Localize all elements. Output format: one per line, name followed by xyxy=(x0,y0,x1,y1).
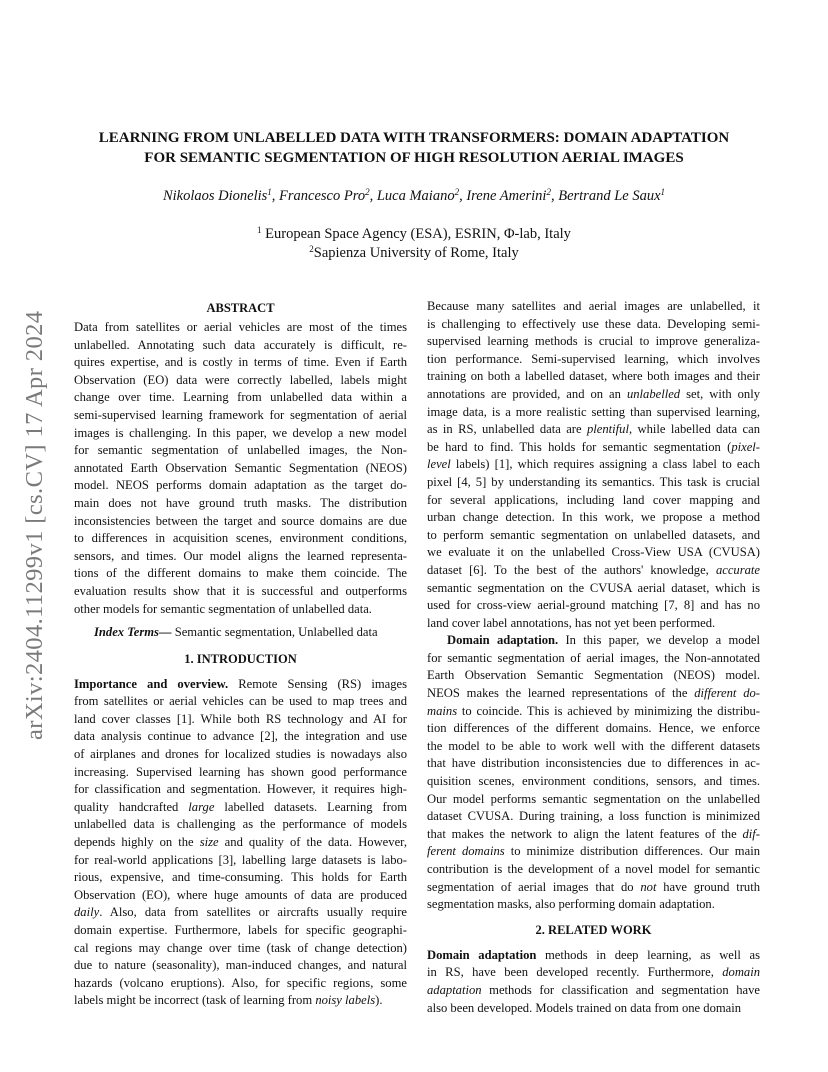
affiliation-marker: 1 xyxy=(267,187,272,197)
text-line xyxy=(427,791,760,809)
text-line xyxy=(74,676,407,694)
text-line: semi-supervised learning framework for segmentation of aerial xyxy=(74,407,407,422)
affiliation-marker: 1 xyxy=(257,225,262,235)
text-line xyxy=(427,650,760,668)
text-line xyxy=(74,992,407,1010)
text-run: . Also, data from satellites or aircrafts usually require xyxy=(99,905,407,920)
text-run: annotations are provided, and on an xyxy=(427,386,627,401)
text-line: inconsistencies between the target and source domains are due xyxy=(74,513,407,528)
index-terms xyxy=(74,624,407,642)
text-line: main does not have ground truth masks. The distribution xyxy=(74,495,407,510)
text-line xyxy=(427,879,760,897)
text-line: Data from satellites or aerial vehicles are most of the times xyxy=(74,320,407,334)
text-line xyxy=(74,746,407,764)
text-run: daily xyxy=(74,905,100,920)
text-line: change over time. Learning from unlabelled data within a xyxy=(74,390,407,405)
text-line xyxy=(427,544,760,562)
text-run: for classification and segmentation. However, it requires high- xyxy=(74,782,407,797)
text-run: mains xyxy=(427,703,458,718)
text-line xyxy=(427,615,760,633)
text-run: NEOS makes the learned representations of the xyxy=(427,686,695,701)
text-run: methods in deep learning, as well as xyxy=(536,947,760,962)
text-run: as in RS, unlabelled data are xyxy=(427,422,587,437)
text-run: Remote Sensing (RS) images xyxy=(228,676,407,691)
text-run: dif- xyxy=(742,826,760,841)
affiliation-line xyxy=(60,244,768,263)
text-run: rious, expensive, and time-consuming. This holds for Earth xyxy=(74,870,407,885)
text-run: level xyxy=(427,457,451,472)
text-run: size xyxy=(199,835,219,850)
text-run: for semantic segmentation of aerial images, the Non-annotated xyxy=(427,650,760,665)
text-run: urban change detection. In this work, we propose a method xyxy=(427,510,760,525)
text-line xyxy=(427,527,760,545)
text-run: that have distribution inconsistencies due to differences in ac- xyxy=(427,756,760,771)
text-line xyxy=(427,964,760,982)
text-run: for several applications, including land cover mapping and xyxy=(427,492,760,507)
text-line: other models for semantic segmentation of unlabelled data. xyxy=(74,601,372,616)
text-line xyxy=(427,386,760,404)
affiliation-marker: 2 xyxy=(309,244,314,254)
text-run: adaptation xyxy=(427,982,482,997)
text-line xyxy=(74,975,407,993)
author-name: Irene Amerini xyxy=(466,188,547,204)
related-work-body xyxy=(427,947,760,1017)
text-line xyxy=(74,834,407,852)
text-line xyxy=(427,562,760,580)
text-run: different do- xyxy=(694,686,760,701)
author-name: Francesco Pro xyxy=(279,188,366,204)
related-work-heading: 2. RELATED WORK xyxy=(535,922,652,937)
text-run: pixel- xyxy=(731,439,760,454)
text-line: Observation (EO) data were correctly labelled, labels might xyxy=(74,372,407,387)
text-run: that makes the network to align the latent features of the xyxy=(427,826,743,841)
text-run: cal regions may change over time (task of change detection) xyxy=(74,940,407,955)
text-run: used for cross-view aerial-ground matching [7, 8] and has no xyxy=(427,598,760,613)
text-line: unlabelled. Annotating such data accurately is difficult, re- xyxy=(74,337,407,352)
text-line xyxy=(427,703,760,721)
text-line xyxy=(74,816,407,834)
text-line xyxy=(74,781,407,799)
right-column xyxy=(427,298,760,1017)
affiliation-marker: 1 xyxy=(660,187,666,197)
introduction-body xyxy=(74,676,407,1010)
text-line: annotated Earth Observation Semantic Segmentation (NEOS) xyxy=(74,460,407,475)
text-line: evaluation results show that it is successful and outperforms xyxy=(74,583,407,598)
author-separator: , xyxy=(271,188,280,204)
text-line xyxy=(427,808,760,826)
text-run: Our model performs semantic segmentation on the unlabelled xyxy=(427,791,760,806)
text-run: unlabelled data is challenging as the performance of models xyxy=(74,817,407,832)
left-column xyxy=(74,298,407,1010)
text-run: domain xyxy=(722,965,760,980)
text-run: noisy labels xyxy=(315,993,376,1008)
text-line xyxy=(427,509,760,527)
affiliation-text: European Space Agency (ESA), ESRIN, Φ-lab, Italy xyxy=(261,226,571,242)
arxiv-identifier: arXiv:2404.11299v1 [cs.CV] 17 Apr 2024 xyxy=(21,310,48,740)
text-run: , while labelled data can xyxy=(628,422,760,437)
text-run: in RS, have been developed recently. Furthermore, xyxy=(427,965,723,980)
title-line: LEARNING FROM UNLABELLED DATA WITH TRANSFORMERS: DOMAIN ADAPTATION xyxy=(98,130,730,146)
text-line: tions of the different domains to make them coincide. The xyxy=(74,566,407,581)
text-line xyxy=(427,896,760,914)
text-line: sensors, and times. Our model aligns the learned representa- xyxy=(74,548,407,563)
text-line xyxy=(74,711,407,729)
text-run: to minimize distribution differences. Our main xyxy=(504,844,760,859)
text-run: ). xyxy=(375,993,383,1008)
text-line xyxy=(74,940,407,958)
text-run: due to nature (seasonality), man-induced changes, and natural xyxy=(74,958,407,973)
text-run: Importance and overview. xyxy=(74,676,229,691)
index-terms-label: Index Terms— xyxy=(94,625,172,640)
text-line xyxy=(427,421,760,439)
text-run: semantic segmentation on the CVUSA aerial dataset, which is xyxy=(427,580,760,595)
text-line xyxy=(74,922,407,940)
text-run: tion performance. Semi-supervised learning, which involves xyxy=(427,351,760,366)
text-run: and quality of the data. However, xyxy=(218,835,407,850)
text-run: quisition scenes, environment conditions, sensors, and times. xyxy=(427,774,760,789)
text-run: pixel [4, 5] by understanding its semantics. This task is crucial xyxy=(427,474,760,489)
text-run: quality handcrafted xyxy=(74,799,189,814)
text-line xyxy=(427,667,760,685)
author-name: Nikolaos Dionelis xyxy=(162,188,268,204)
text-line xyxy=(427,843,760,861)
affiliations xyxy=(60,225,768,263)
text-line: model. NEOS performs domain adaptation as the target do- xyxy=(74,478,407,493)
paper-title xyxy=(60,129,768,168)
text-line xyxy=(74,764,407,782)
introduction-continued xyxy=(427,298,760,632)
text-line xyxy=(427,685,760,703)
text-line xyxy=(427,368,760,386)
text-line xyxy=(427,1000,760,1018)
author-separator: , xyxy=(459,188,467,204)
text-line xyxy=(427,492,760,510)
text-run: not xyxy=(640,879,657,894)
text-run: segmentation of aerial images that do xyxy=(427,879,641,894)
text-line: to differences in acquisition scenes, environment conditions, xyxy=(74,531,407,546)
text-run: land cover label annotations, has not yet been performed. xyxy=(427,615,716,630)
text-run: tion differences of the different domains. Hence, we enforce xyxy=(427,721,760,736)
text-run: the model to be able to work well with the different datasets xyxy=(427,738,760,753)
affiliation-marker: 2 xyxy=(365,187,370,197)
text-run: Observation (EO), where huge amounts of data are produced xyxy=(74,887,407,902)
text-run: image data, is a more realistic setting than supervised learning, xyxy=(427,404,760,419)
author-list xyxy=(60,186,768,206)
text-run: we evaluate it on the unlabelled Cross-View USA (CVUSA) xyxy=(427,545,760,560)
abstract-body xyxy=(74,319,407,618)
text-run: training on both a labelled dataset, where both images and their xyxy=(427,369,760,384)
text-line xyxy=(74,869,407,887)
text-run: labelled datasets. Learning from xyxy=(214,799,407,814)
domain-adaptation-paragraph xyxy=(427,632,760,914)
text-run: segmentation masks, also performing domain adaptation. xyxy=(427,897,715,912)
author-separator: , xyxy=(369,188,377,204)
text-run: depends highly on the xyxy=(74,835,200,850)
text-run: for real-world applications [3], labelling large datasets is labo- xyxy=(74,852,407,867)
text-line xyxy=(427,947,760,965)
text-line xyxy=(427,982,760,1000)
text-line xyxy=(427,755,760,773)
text-run: domain expertise. Furthermore, labels for specific geographi- xyxy=(74,923,407,937)
text-line xyxy=(427,773,760,791)
text-run: ferent domains xyxy=(427,844,505,859)
text-run: data analysis continue to advance [2], the integration and use xyxy=(74,729,407,744)
text-run: In this paper, we develop a model xyxy=(558,633,760,648)
text-line xyxy=(427,404,760,422)
text-run: Because many satellites and aerial images are unlabelled, it xyxy=(427,299,760,313)
text-run: dataset [6]. To the best of the authors' knowledge, xyxy=(427,562,716,577)
author-name: Bertrand Le Saux xyxy=(558,188,661,204)
text-run: Domain adaptation. xyxy=(447,633,559,648)
text-line xyxy=(74,904,407,922)
text-line xyxy=(427,580,760,598)
text-run: to perform semantic segmentation on unlabelled datasets, and xyxy=(427,527,760,542)
text-run: Domain adaptation xyxy=(427,947,537,962)
text-line xyxy=(427,298,760,316)
text-run: increasing. Supervised learning has shown good performance xyxy=(74,764,407,779)
affiliation-marker: 2 xyxy=(546,187,551,197)
text-run: also been developed. Models trained on data from one domain xyxy=(427,1000,742,1015)
text-run: plentiful xyxy=(587,422,629,437)
text-line xyxy=(427,474,760,492)
text-run: set, with only xyxy=(680,386,760,401)
text-run: be hard to find. This holds for semantic segmentation ( xyxy=(427,439,732,454)
text-line xyxy=(427,720,760,738)
author-name: Luca Maiano xyxy=(376,188,455,204)
text-line xyxy=(74,693,407,711)
text-line xyxy=(427,456,760,474)
text-line xyxy=(427,738,760,756)
text-line: quires expertise, and is costly in terms of time. Even if Earth xyxy=(74,355,407,370)
text-line: for semantic segmentation of unlabelled images, the Non- xyxy=(74,443,407,458)
text-line: images is challenging. In this paper, we develop a new model xyxy=(74,425,407,440)
text-run: labels) [1], which requires assigning a class label to each xyxy=(450,457,760,472)
text-run: labels might be incorrect (task of learning from xyxy=(74,993,316,1008)
author-separator: , xyxy=(550,188,559,204)
text-run: supervised learning methods is crucial to improve generaliza- xyxy=(427,334,760,349)
text-line xyxy=(74,799,407,817)
text-line xyxy=(74,728,407,746)
text-run: of airplanes and drones for localized studies is nowadays also xyxy=(74,747,407,762)
affiliation-marker: 2 xyxy=(454,187,460,197)
introduction-heading: 1. INTRODUCTION xyxy=(184,651,297,666)
text-run: to coincide. This is achieved by minimizing the distribu- xyxy=(457,703,760,718)
text-run: hazards (volcano eruptions). Also, for specific regions, some xyxy=(74,975,407,990)
text-line xyxy=(427,439,760,457)
text-run: Earth Observation Semantic Segmentation (NEOS) model. xyxy=(427,668,760,683)
text-line xyxy=(74,957,407,975)
text-line xyxy=(427,351,760,369)
abstract-heading: ABSTRACT xyxy=(206,301,275,315)
text-run: have ground truth xyxy=(656,879,760,894)
text-line xyxy=(427,632,760,650)
text-run: from satellites or aerial vehicles can be used to map trees and xyxy=(74,694,407,709)
text-line xyxy=(427,861,760,879)
text-run: unlabelled xyxy=(626,386,681,401)
text-run: is challenging to effectively use these data. Developing semi- xyxy=(427,316,760,331)
text-run: contribution is the development of a novel model for semantic xyxy=(427,862,760,876)
title-line: FOR SEMANTIC SEGMENTATION OF HIGH RESOLUTION AERIAL IMAGES xyxy=(144,149,684,166)
text-run: land cover classes [1]. While both RS technology and AI for xyxy=(74,711,407,726)
text-run: accurate xyxy=(715,562,760,577)
text-line xyxy=(74,852,407,870)
text-run: large xyxy=(188,799,215,814)
affiliation-line xyxy=(60,225,768,244)
text-run: dataset CVUSA. During training, a loss function is minimized xyxy=(427,809,760,824)
affiliation-text: Sapienza University of Rome, Italy xyxy=(313,245,519,261)
text-line xyxy=(427,316,760,334)
text-line xyxy=(74,887,407,905)
text-run: methods for classification and segmentation have xyxy=(481,982,760,997)
text-line xyxy=(427,826,760,844)
text-line xyxy=(427,597,760,615)
text-line xyxy=(427,333,760,351)
index-terms-text: Semantic segmentation, Unlabelled data xyxy=(171,625,378,640)
